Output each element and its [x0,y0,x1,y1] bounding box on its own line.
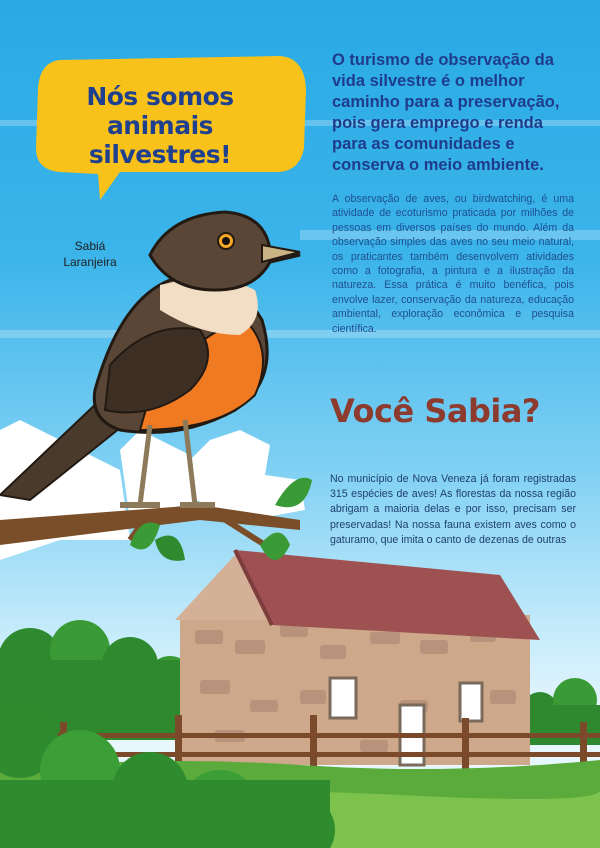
headline: O turismo de observação da vida silvestre é o melhor caminho para a preservação, pois gera emprego e renda para as comunidades e conserva o meio ambiente. [332,51,560,174]
speech-bubble-text: Nós somos animais silvestres! [86,82,234,169]
house-illustration [175,550,540,765]
intro-paragraph: A observação de aves, ou birdwatching, é uma atividade de ecoturismo praticada por milhões de pessoas em diversos países do mundo. Além da observação simples das aves no seu meio natural, os praticantes também desenvolvem atividades como a fotografia, a pintura e a ilustração da natureza. Essa prática é muito benéfica, pois envolve lazer, conservação da natureza, educação ambiental, exploração econômica e pesquisa científica. [332,193,574,335]
section-body: No município de Nova Veneza já foram registradas 315 espécies de aves! As florestas da nossa região abrigam a maioria delas e por isso, precisam ser preservadas! Na nossa fauna existem aves como o gaturamo, que imita o canto de dezenas de outras [330,473,576,546]
bird-caption: Sabiá Laranjeira [63,239,117,269]
section-title: Você Sabia? [330,392,540,430]
